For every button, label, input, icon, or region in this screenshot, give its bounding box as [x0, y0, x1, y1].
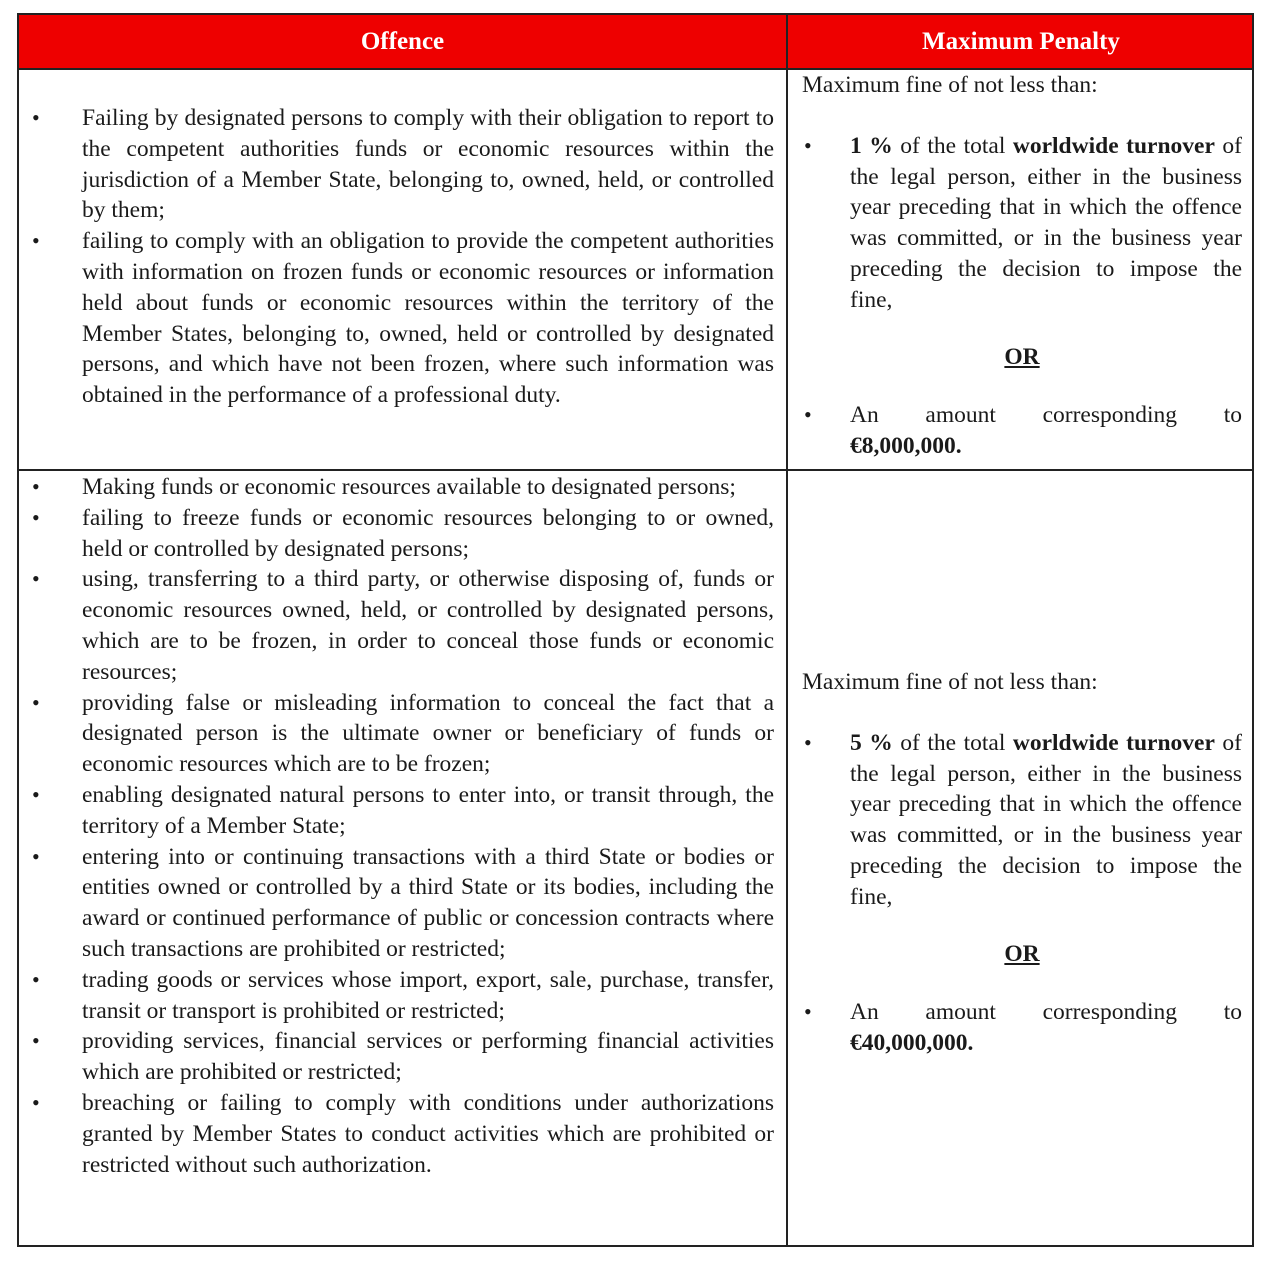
bullet-icon: • — [32, 566, 40, 592]
row-1-penalty-cell — [788, 70, 1254, 469]
bullet-icon: • — [32, 1028, 40, 1054]
row-2-offence-list — [32, 472, 774, 1180]
offence-item: • providing false or misleading information to conceal the fact that a designated person is the ultimate owner or beneficiary of funds or economic resources which are to be frozen; — [32, 689, 774, 778]
bullet-icon: • — [32, 228, 40, 254]
row-2-offence-cell — [19, 471, 786, 1247]
row-2-penalty-cell — [788, 471, 1254, 1247]
offence-item: • failing to freeze funds or economic resources belonging to or owned, held or controlled by designated persons; — [32, 504, 774, 562]
or-separator: OR — [1004, 343, 1040, 370]
offence-item: • Failing by designated persons to comply with their obligation to report to the competent authorities funds or economic resources within the jurisdiction of a Member State, belonging to, owned, held, or controlled by them; — [32, 105, 774, 224]
offence-item: • failing to comply with an obligation to provide the competent authorities with information on frozen funds or economic resources or information held about funds or economic resources within the territory of the Member States, belonging to, owned, held or controlled by designated persons, and which have not been frozen, where such information was obtained in the performance of a professional duty. — [32, 228, 774, 409]
offence-item: • entering into or continuing transactions with a third State or bodies or entities owned or controlled by a third State or its bodies, including the award or continued performance of public or concession contracts where such transactions are prohibited or restricted; — [32, 843, 774, 962]
penalty-amount: €40,000,000. — [850, 1030, 974, 1057]
bullet-icon: • — [32, 781, 40, 807]
penalty-amount: €8,000,000. — [850, 433, 962, 460]
bullet-icon: • — [32, 843, 40, 869]
offence-item: • trading goods or services whose import, export, sale, purchase, transfer, transit or transport is prohibited or restricted; — [32, 966, 774, 1024]
penalty-intro: Maximum fine of not less than: — [802, 669, 1098, 696]
bullet-icon: • — [804, 132, 812, 158]
offence-item: • providing services, financial services or performing financial activities which are prohibited or restricted; — [32, 1028, 774, 1086]
penalty-amount-item: • An amount corresponding to — [850, 997, 1242, 1028]
bullet-icon: • — [804, 999, 812, 1025]
bullet-icon: • — [804, 402, 812, 428]
bullet-icon: • — [32, 105, 40, 130]
bullet-icon: • — [32, 966, 40, 992]
row-1-offence-cell — [19, 70, 786, 469]
penalty-turnover-item: • 5 % of the total worldwide turnover of the legal person, either in the business year preceding that in which the offence was committed, or in the business year preceding the decision to impose the fine, — [804, 729, 1242, 910]
table-header — [19, 15, 1252, 70]
penalty-intro: Maximum fine of not less than: — [802, 72, 1098, 98]
offence-item: • using, transferring to a third party, or otherwise disposing of, funds or economic resources owned, held, or controlled by designated persons, which are to be frozen, in order to conceal those funds or economic resources; — [32, 566, 774, 685]
offence-item: • Making funds or economic resources available to designated persons; — [82, 472, 774, 503]
penalty-table — [17, 13, 1254, 1247]
bullet-icon: • — [32, 1089, 40, 1115]
row-1-offence-list — [32, 103, 774, 411]
header-maximum-penalty: Maximum Penalty — [922, 27, 1120, 55]
offence-item: • enabling designated natural persons to enter into, or transit through, the territory of a Member State; — [32, 781, 774, 839]
bullet-icon: • — [32, 474, 40, 499]
bullet-icon: • — [32, 504, 40, 530]
or-separator: OR — [1004, 940, 1040, 967]
bullet-icon: • — [804, 729, 812, 755]
offence-item: • breaching or failing to comply with conditions under authorizations granted by Member States to conduct activities which are prohibited or restricted without such authorization. — [32, 1089, 774, 1178]
penalty-turnover-item: • 1 % of the total worldwide turnover of the legal person, either in the business year preceding that in which the offence was committed, or in the business year preceding the decision to impose the fine, — [804, 132, 1242, 313]
header-offence: Offence — [360, 27, 445, 55]
bullet-icon: • — [32, 689, 40, 715]
penalty-amount-item: • An amount corresponding to — [850, 400, 1242, 431]
